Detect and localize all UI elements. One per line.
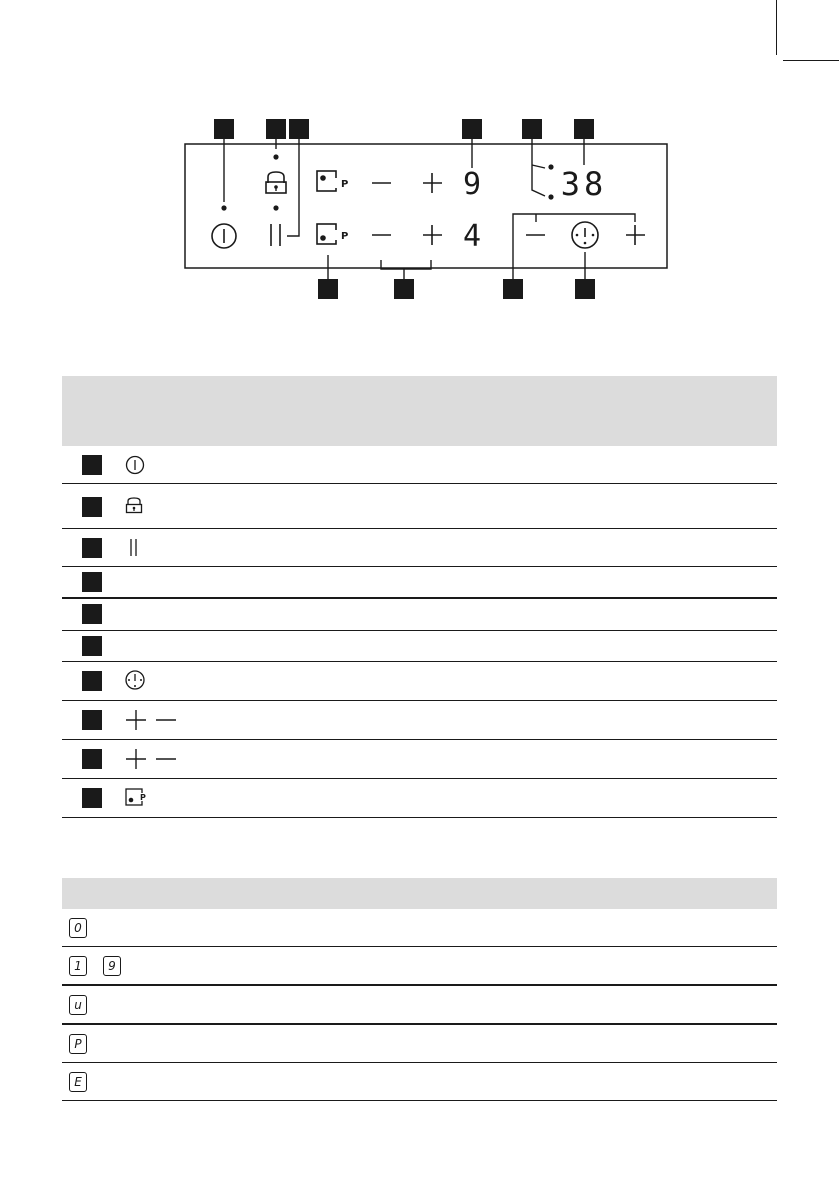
- row-number-box: [82, 788, 102, 808]
- row-number-box: [82, 636, 102, 656]
- power-booster-icon-top: [317, 171, 348, 191]
- table-row: [62, 740, 777, 779]
- table-row: [62, 599, 777, 631]
- display-code-box: 1: [69, 956, 87, 976]
- row-number-box: [82, 497, 102, 517]
- controls-table-header: [62, 376, 777, 446]
- row-number-box: [82, 455, 102, 475]
- power-level-display-bottom: 4: [462, 219, 482, 254]
- power-booster-icon-bottom: [317, 224, 348, 244]
- display-code-box: 0: [69, 918, 87, 938]
- table-row: [62, 484, 777, 529]
- row-number-box: [82, 671, 102, 691]
- display-code-box: P: [69, 1034, 87, 1054]
- plus-minus-icon: [124, 708, 178, 732]
- control-panel-diagram: [0, 0, 839, 320]
- display-codes-table-header: [62, 878, 777, 909]
- table-row: [62, 1063, 777, 1101]
- display-code-box: 9: [103, 956, 121, 976]
- svg-text:P: P: [341, 179, 349, 190]
- row-number-box: [82, 749, 102, 769]
- timer-icon: [124, 668, 148, 692]
- callout-6: [574, 119, 594, 139]
- row-number-box: [82, 604, 102, 624]
- control-panel-svg: [0, 0, 839, 320]
- pause-icon: [124, 537, 146, 559]
- table-row: [62, 779, 777, 818]
- row-number-box: [82, 538, 102, 558]
- callout-8: [503, 279, 523, 299]
- table-row: [62, 947, 777, 986]
- plus-minus-icon: [124, 747, 178, 771]
- controls-table: [62, 376, 777, 818]
- table-row: [62, 701, 777, 740]
- table-row: [62, 1025, 777, 1063]
- table-row: [62, 446, 777, 484]
- lock-icon: [124, 496, 146, 516]
- table-row: [62, 662, 777, 701]
- display-code-box: u: [69, 995, 87, 1015]
- panel-frame: [185, 144, 667, 268]
- callout-10: [318, 279, 338, 299]
- display-code-box: E: [69, 1072, 87, 1092]
- callout-9: [394, 279, 414, 299]
- svg-text:P: P: [341, 231, 349, 242]
- callout-3: [289, 119, 309, 139]
- table-row: [62, 909, 777, 947]
- svg-text:P: P: [140, 793, 146, 802]
- pause-icon: [271, 224, 280, 246]
- timer-display: 38: [560, 165, 608, 203]
- table-row: [62, 529, 777, 567]
- on-off-icon: [212, 224, 236, 248]
- table-row: [62, 986, 777, 1025]
- on-off-icon: [124, 454, 146, 476]
- display-codes-table: [62, 878, 777, 1101]
- table-row: [62, 567, 777, 599]
- row-number-box: [82, 572, 102, 592]
- callout-4: [462, 119, 482, 139]
- callout-1: [214, 119, 234, 139]
- callout-2: [266, 119, 286, 139]
- table-row: [62, 631, 777, 662]
- callout-5: [522, 119, 542, 139]
- power-level-display-top: 9: [462, 167, 482, 202]
- power-booster-icon: [124, 787, 150, 809]
- callout-7: [575, 279, 595, 299]
- row-number-box: [82, 710, 102, 730]
